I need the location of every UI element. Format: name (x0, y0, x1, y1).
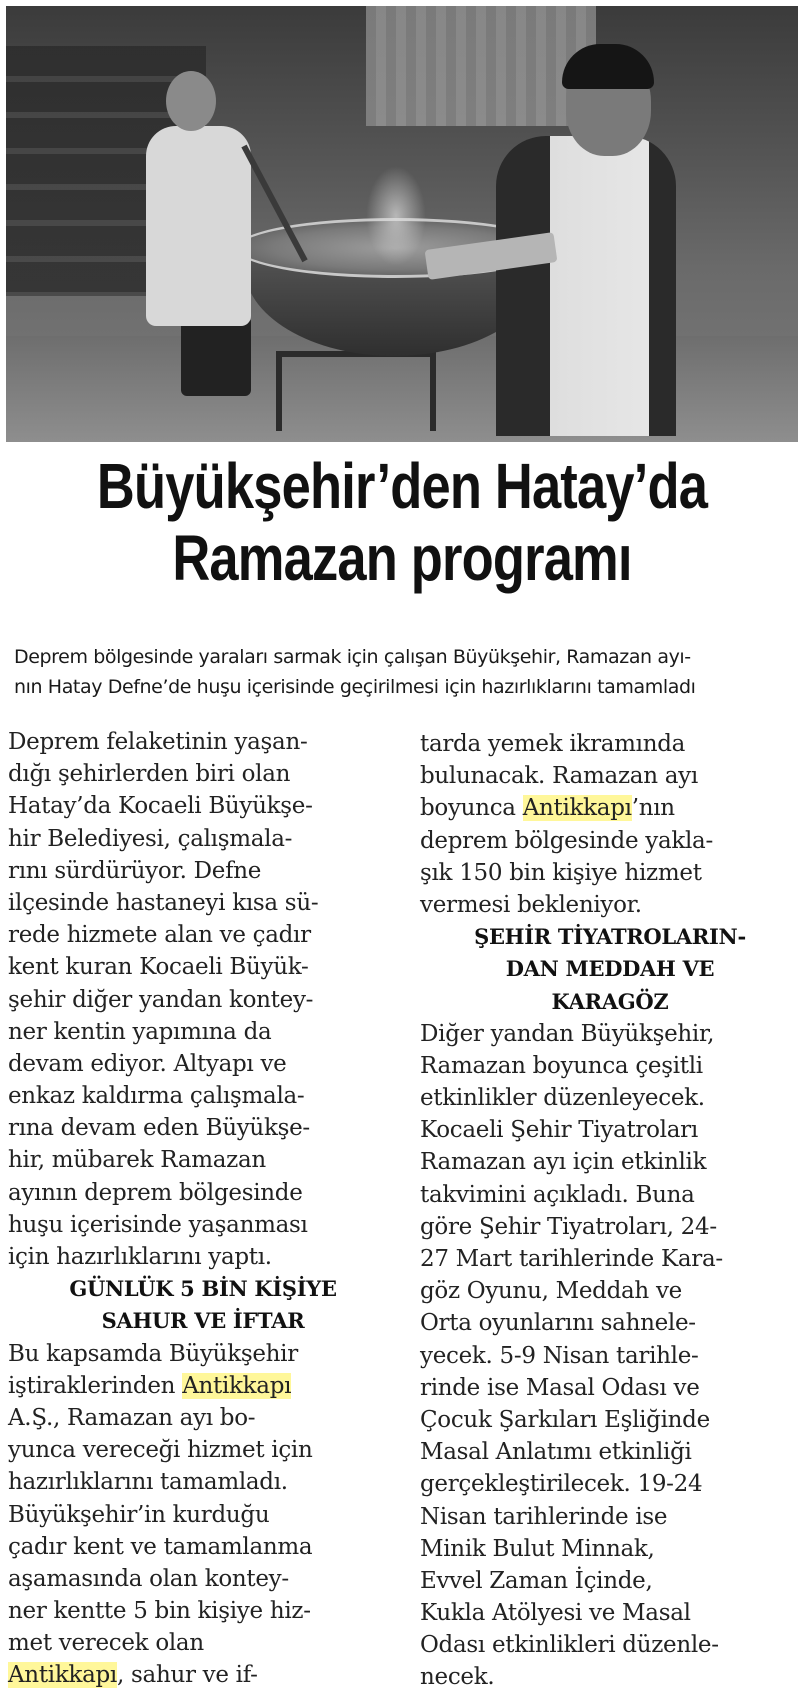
body-text: , sahur ve if- (117, 1662, 258, 1689)
section-subhead-theatre-2: DAN MEDDAH VE (505, 956, 715, 982)
body-line: hir Belediyesi, çalışmala- (8, 825, 293, 852)
headline-line-2: Ramazan programı (172, 522, 632, 594)
body-line: dığı şehirlerden biri olan (8, 761, 291, 788)
body-line (420, 792, 800, 824)
body-line: Evvel Zaman İçinde, (420, 1567, 653, 1594)
subheading-line-2: nın Hatay Defne’de huşu içerisinde geçirilmesi için hazırlıklarını tamamladı (14, 676, 696, 698)
highlighted-company-name: Antikkapı (522, 795, 632, 822)
body-line: aşamasında olan kontey- (8, 1565, 289, 1592)
body-line: enkaz kaldırma çalışmala- (8, 1083, 305, 1110)
body-line: için hazırlıklarını yaptı. (8, 1244, 272, 1270)
body-line: gerçekleştirilecek. 19-24 (420, 1471, 703, 1498)
body-line: şehir diğer yandan kontey- (8, 986, 314, 1013)
body-line: rına devam eden Büyükşe- (8, 1115, 310, 1142)
body-text: iştiraklerinden (8, 1372, 183, 1399)
body-line: hazırlıklarını tamamladı. (8, 1469, 288, 1496)
body-line: Ramazan ayı için etkinlik (420, 1149, 707, 1176)
body-line: tarda yemek ikramında (420, 731, 686, 757)
body-line: ilçesinde hastaneyi kısa sü- (8, 889, 319, 916)
photo-steam (366, 166, 426, 266)
body-line: vermesi bekleniyor. (420, 891, 642, 918)
highlighted-company-name: Antikkapı (8, 1662, 117, 1689)
body-line: Ramazan boyunca çeşitli (420, 1052, 703, 1079)
section-subhead-sahur-iftar: GÜNLÜK 5 BİN KİŞİYE (69, 1276, 337, 1302)
subheading-line-1: Deprem bölgesinde yaraları sarmak için çalışan Büyükşehir, Ramazan ayı- (14, 646, 691, 668)
body-line: etkinlikler düzenleyecek. (420, 1085, 705, 1112)
photo-cook-left (146, 126, 251, 326)
body-line: devam ediyor. Altyapı ve (8, 1050, 287, 1077)
body-line: rede hizmete alan ve çadır (8, 922, 311, 949)
body-line: Orta oyunlarını sahnele- (420, 1310, 696, 1337)
body-line: Bu kapsamda Büyükşehir (8, 1340, 298, 1367)
body-line: Odası etkinlikleri düzenle- (420, 1632, 719, 1659)
body-line: rinde ise Masal Odası ve (420, 1374, 700, 1401)
body-line (8, 1659, 398, 1691)
body-line: bulunacak. Ramazan ayı (420, 763, 698, 790)
body-line: hir, mübarek Ramazan (8, 1147, 266, 1174)
body-line: yecek. 5-9 Nisan tarihle- (420, 1342, 699, 1369)
body-line: göz Oyunu, Meddah ve (420, 1278, 682, 1305)
body-line: Çocuk Şarkıları Eşliğinde (420, 1406, 710, 1433)
article-column-left (8, 726, 398, 1692)
section-subhead-theatre: ŞEHİR TİYATROLARIN- (474, 924, 746, 950)
section-subhead-theatre-3: KARAGÖZ (551, 988, 669, 1014)
body-line: rını sürdürüyor. Defne (8, 857, 262, 884)
body-line: necek. (420, 1664, 495, 1691)
photo-background-wall (366, 6, 596, 126)
body-line: ner kentin yapımına da (8, 1018, 272, 1045)
body-line: Büyükşehir’in kurduğu (8, 1501, 270, 1528)
body-line: Nisan tarihlerinde ise (420, 1503, 668, 1530)
highlighted-company-name: Antikkapı (182, 1372, 292, 1399)
body-line: ner kentte 5 bin kişiye hiz- (8, 1598, 311, 1625)
article-headline (72, 450, 731, 594)
body-line: Kocaeli Şehir Tiyatroları (420, 1117, 698, 1144)
photo-cook-left-legs (181, 316, 251, 396)
body-line: A.Ş., Ramazan ayı bo- (8, 1404, 256, 1431)
body-line: huşu içerisinde yaşanması (8, 1211, 308, 1238)
body-line: Kukla Atölyesi ve Masal (420, 1600, 691, 1627)
body-line: göre Şehir Tiyatroları, 24- (420, 1213, 717, 1240)
body-line: met verecek olan (8, 1630, 204, 1657)
body-line: takvimini açıkladı. Buna (420, 1181, 695, 1208)
body-text: ’nın (631, 795, 675, 822)
body-line: ayının deprem bölgesinde (8, 1179, 303, 1206)
article-subheading (14, 642, 790, 702)
body-line: kent kuran Kocaeli Büyük- (8, 954, 309, 981)
article-column-right (420, 728, 800, 1694)
body-line: yunca vereceği hizmet için (8, 1437, 313, 1464)
body-line: Deprem felaketinin yaşan- (8, 729, 308, 755)
section-subhead-sahur-iftar-2: SAHUR VE İFTAR (101, 1308, 305, 1334)
body-line: Masal Anlatımı etkinliği (420, 1439, 692, 1466)
photo-cook-left-head (166, 71, 216, 131)
body-line: çadır kent ve tamamlanma (8, 1533, 313, 1560)
body-line: Diğer yandan Büyükşehir, (420, 1020, 715, 1047)
headline-line-1: Büyükşehir’den Hatay’da (96, 450, 708, 522)
article-photo (6, 6, 798, 442)
body-line: deprem bölgesinde yakla- (420, 827, 713, 854)
body-line: şık 150 bin kişiye hizmet (420, 859, 702, 886)
body-line: 27 Mart tarihlerinde Kara- (420, 1246, 723, 1272)
photo-cook-right (496, 136, 676, 436)
photo-pot-stand (276, 351, 436, 431)
body-text: boyunca (420, 795, 523, 822)
body-line: Minik Bulut Minnak, (420, 1535, 655, 1562)
body-line: Hatay’da Kocaeli Büyükşe- (8, 793, 313, 820)
body-line (8, 1370, 398, 1402)
